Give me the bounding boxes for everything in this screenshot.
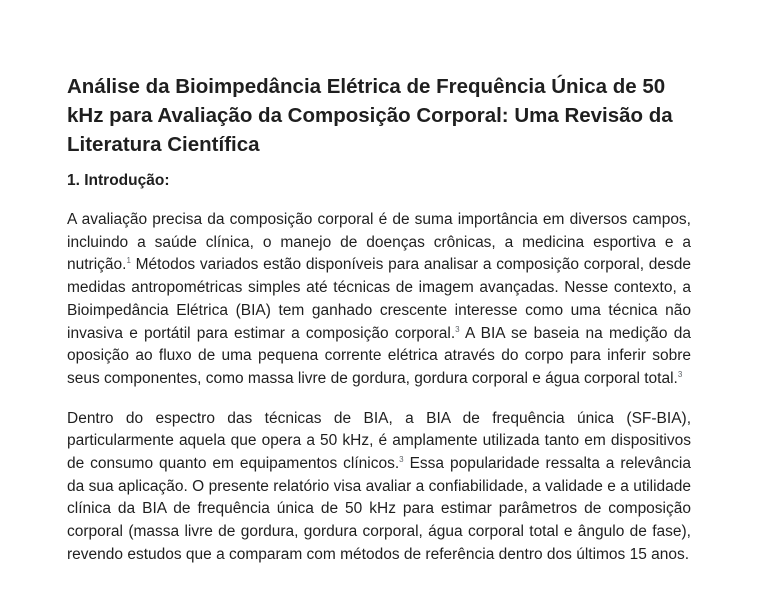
paragraph-2-sentence-1: Dentro do espectro das técnicas de BIA, a BIA de frequência única (SF-BIA), particularmente aquela que opera a 50 kHz, é amplamente utilizada tanto em dispositivos de consumo quanto em equipamentos clínicos. bbox=[67, 409, 691, 473]
paragraph-2 bbox=[67, 408, 691, 567]
document-body bbox=[67, 72, 691, 567]
citation-ref: 3 bbox=[455, 324, 460, 334]
citation-ref: 3 bbox=[399, 455, 404, 465]
citation-ref: 3 bbox=[677, 369, 683, 379]
paragraph-1-sentence-2: Métodos variados estão disponíveis para analisar a composição corporal, desde medidas antropométricas simples até técnicas de imagem avançadas. Nesse contexto, a Bioimpedância Elétrica (BIA) tem ganhado crescente interesse como uma técnica não invasiva e portátil para estimar a composição corporal. bbox=[67, 256, 691, 342]
paragraph-1 bbox=[67, 209, 691, 391]
section-heading-introducao: 1. Introdução: bbox=[67, 172, 170, 189]
paragraph-1-sentence-3: A BIA se baseia na medição da oposição ao fluxo de uma pequena corrente elétrica através do corpo para inferir sobre seus componentes, como massa livre de gordura, gordura corporal e água corporal total. bbox=[67, 324, 691, 387]
paragraph-1-sentence-1: A avaliação precisa da composição corporal é de suma importância em diversos campos, incluindo a saúde clínica, o manejo de doenças crônicas, a medicina esportiva e a nutrição. bbox=[67, 211, 691, 274]
citation-ref: 1 bbox=[126, 256, 131, 266]
document-title: Análise da Bioimpedância Elétrica de Frequência Única de 50 kHz para Avaliação da Composição Corporal: Uma Revisão da Literatura Científica bbox=[67, 75, 673, 156]
paragraph-2-sentence-2: Essa popularidade ressalta a relevância da sua aplicação. O presente relatório visa avaliar a confiabilidade, a validade e a utilidade clínica da BIA de frequência única de 50 kHz para estimar parâmetros de composição corporal (massa livre de gordura, gordura corporal, água corporal total e ângulo de fase), revendo estudos que a comparam com métodos de referência dentro dos últimos 15 anos. bbox=[67, 455, 691, 563]
